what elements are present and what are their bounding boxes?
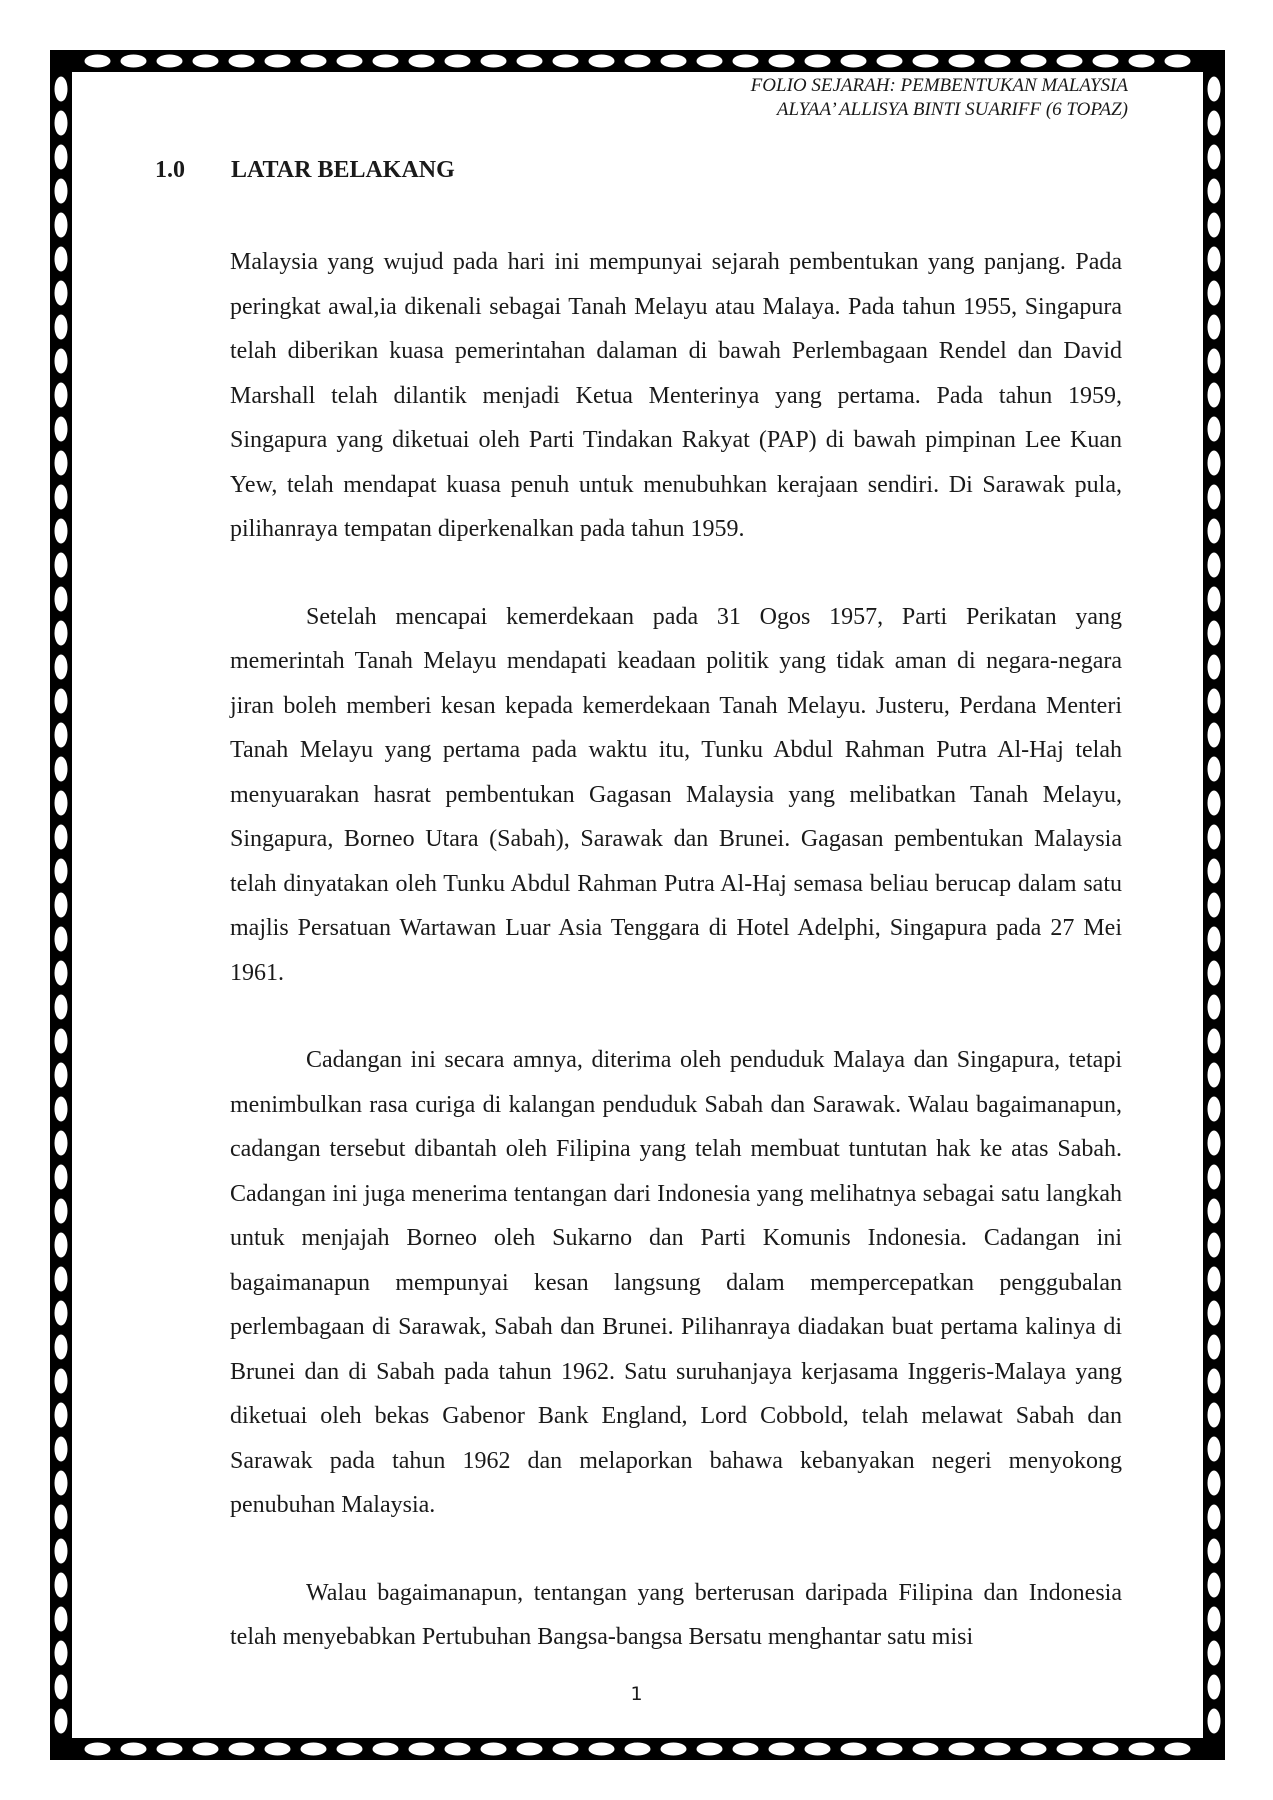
border-dot	[55, 349, 68, 374]
border-dot	[85, 1743, 111, 1756]
border-dot	[157, 1743, 183, 1756]
border-dot	[265, 55, 291, 68]
border-dot	[55, 1097, 68, 1122]
paragraph: Malaysia yang wujud pada hari ini mempunyai sejarah pembentukan yang panjang. Pada peringkat awal,ia dikenali sebagai Tanah Melayu atau Malaya. Pada tahun 1955, Singapura telah diberikan kuasa pemerintahan dalaman di bawah Perlembagaan Rendel dan David Marshall telah dilantik menjadi Ketua Menterinya yang pertama. Pada tahun 1959, Singapura yang diketuai oleh Parti Tindakan Rakyat (PAP) di bawah pimpinan Lee Kuan Yew, telah mendapat kuasa penuh untuk menubuhkan kerajaan sendiri. Di Sarawak pula, pilihanraya tempatan diperkenalkan pada tahun 1959.	[230, 249, 1122, 542]
border-dot	[985, 55, 1011, 68]
border-dot	[1208, 791, 1221, 816]
border-dot	[1208, 519, 1221, 544]
border-dot	[697, 55, 723, 68]
border-dot	[193, 1743, 219, 1756]
border-dot	[265, 1743, 291, 1756]
border-dot	[55, 791, 68, 816]
border-dot	[553, 1743, 579, 1756]
border-dot	[1093, 1743, 1119, 1756]
border-dot	[553, 55, 579, 68]
border-dot	[193, 55, 219, 68]
border-dot	[949, 1743, 975, 1756]
border-dot	[373, 1743, 399, 1756]
border-dot	[1208, 927, 1221, 952]
border-dot	[55, 485, 68, 510]
border-dot	[481, 1743, 507, 1756]
border-dot	[913, 1743, 939, 1756]
border-dot	[877, 55, 903, 68]
border-dot	[55, 1029, 68, 1054]
border-dot	[1129, 55, 1155, 68]
section-heading	[155, 155, 455, 185]
border-dot	[769, 55, 795, 68]
border-dot	[409, 55, 435, 68]
border-dot	[55, 1301, 68, 1326]
border-dot	[85, 55, 111, 68]
border-dot	[1093, 55, 1119, 68]
border-dot	[1021, 1743, 1047, 1756]
border-dot	[1208, 1573, 1221, 1598]
border-dot	[841, 55, 867, 68]
border-dot	[55, 281, 68, 306]
border-dot	[1208, 1165, 1221, 1190]
border-dot	[55, 893, 68, 918]
border-dot	[55, 1709, 68, 1734]
border-dot	[1208, 1709, 1221, 1734]
border-dot	[1208, 1471, 1221, 1496]
border-dot	[409, 1743, 435, 1756]
border-dot	[1208, 349, 1221, 374]
border-dot	[1208, 825, 1221, 850]
border-dot	[445, 1743, 471, 1756]
border-dot	[1208, 655, 1221, 680]
border-dot	[55, 995, 68, 1020]
border-dot	[697, 1743, 723, 1756]
border-dot	[1208, 315, 1221, 340]
border-dot	[55, 1573, 68, 1598]
border-dot	[949, 55, 975, 68]
paragraph: Setelah mencapai kemerdekaan pada 31 Ogos 1957, Parti Perikatan yang memerintah Tanah Melayu mendapati keadaan politik yang tidak aman di negara-negara jiran boleh memberi kesan kepada kemerdekaan Tanah Melayu. Justeru, Perdana Menteri Tanah Melayu yang pertama pada waktu itu, Tunku Abdul Rahman Putra Al-Haj telah menyuarakan hasrat pembentukan Gagasan Malaysia yang melibatkan Tanah Melayu, Singapura, Borneo Utara (Sabah), Sarawak dan Brunei. Gagasan pembentukan Malaysia telah dinyatakan oleh Tunku Abdul Rahman Putra Al-Haj semasa beliau berucap dalam satu majlis Persatuan Wartawan Luar Asia Tenggara di Hotel Adelphi, Singapura pada 27 Mei 1961.	[230, 603, 1122, 986]
border-dot	[55, 621, 68, 646]
border-dot	[1208, 145, 1221, 170]
border-dot	[1208, 1641, 1221, 1666]
border-dot	[733, 55, 759, 68]
border-dot	[1057, 1743, 1083, 1756]
border-dot	[1208, 1301, 1221, 1326]
border-dot	[55, 587, 68, 612]
border-dot	[55, 315, 68, 340]
border-dot	[1057, 55, 1083, 68]
border-dot	[157, 55, 183, 68]
border-dot	[55, 723, 68, 748]
border-dot	[229, 55, 255, 68]
section-number: 1.0	[155, 157, 185, 183]
border-dot	[121, 1743, 147, 1756]
border-dot	[55, 553, 68, 578]
border-dot	[1208, 417, 1221, 442]
border-dot	[1165, 55, 1191, 68]
border-dot	[1208, 1029, 1221, 1054]
border-dot	[55, 145, 68, 170]
section-title: LATAR BELAKANG	[231, 157, 455, 183]
border-dot	[1208, 587, 1221, 612]
border-dot	[877, 1743, 903, 1756]
border-dot	[55, 1471, 68, 1496]
border-dot	[55, 77, 68, 102]
border-dot	[1208, 893, 1221, 918]
border-dot	[985, 1743, 1011, 1756]
border-dot	[1208, 1607, 1221, 1632]
border-dot	[55, 655, 68, 680]
border-dot	[121, 55, 147, 68]
border-dot	[55, 1641, 68, 1666]
border-dot	[301, 1743, 327, 1756]
border-dot	[55, 961, 68, 986]
border-dot	[55, 927, 68, 952]
border-dot	[589, 1743, 615, 1756]
border-dot	[337, 55, 363, 68]
border-dot	[55, 1539, 68, 1564]
border-dot	[1208, 1233, 1221, 1258]
border-dot	[1165, 1743, 1191, 1756]
border-dot	[1208, 1403, 1221, 1428]
border-dot	[481, 55, 507, 68]
border-dot	[661, 55, 687, 68]
border-dot	[55, 1335, 68, 1360]
border-dot	[55, 825, 68, 850]
border-dot	[1208, 1335, 1221, 1360]
border-dot	[1208, 485, 1221, 510]
paragraph: Walau bagaimanapun, tentangan yang berterusan daripada Filipina dan Indonesia telah menyebabkan Pertubuhan Bangsa-bangsa Bersatu menghantar satu misi	[230, 1579, 1122, 1650]
border-dot	[55, 1199, 68, 1224]
border-dot	[1208, 995, 1221, 1020]
border-dot	[1208, 77, 1221, 102]
border-dot	[55, 519, 68, 544]
border-dot	[1208, 1199, 1221, 1224]
border-dot	[1208, 1539, 1221, 1564]
border-dot	[55, 111, 68, 136]
border-dot	[805, 1743, 831, 1756]
border-dot	[733, 1743, 759, 1756]
border-dot	[517, 1743, 543, 1756]
border-dot	[55, 451, 68, 476]
border-dot	[913, 55, 939, 68]
header-author: ALYAA’ ALLISYA BINTI SUARIFF (6 TOPAZ)	[776, 99, 1128, 120]
border-dot	[1208, 111, 1221, 136]
paragraph: Cadangan ini secara amnya, diterima oleh penduduk Malaya dan Singapura, tetapi menimbulkan rasa curiga di kalangan penduduk Sabah dan Sarawak. Walau bagaimanapun, cadangan tersebut dibantah oleh Filipina yang telah membuat tuntutan hak ke atas Sabah. Cadangan ini juga menerima tentangan dari Indonesia yang melihatnya sebagai satu langkah untuk menjajah Borneo oleh Sukarno dan Parti Komunis Indonesia. Cadangan ini bagaimanapun mempunyai kesan langsung dalam mempercepatkan penggubalan perlembagaan di Sarawak, Sabah dan Brunei. Pilihanraya diadakan buat pertama kalinya di Brunei dan di Sabah pada tahun 1962. Satu suruhanjaya kerjasama Inggeris-Malaya yang diketuai oleh bekas Gabenor Bank England, Lord Cobbold, telah melawat Sabah dan Sarawak pada tahun 1962 dan melaporkan bahawa kebanyakan negeri menyokong penubuhan Malaysia.	[230, 1047, 1122, 1518]
border-dot	[1208, 1437, 1221, 1462]
border-dot	[1208, 1267, 1221, 1292]
border-dot	[1208, 689, 1221, 714]
border-dot	[55, 1505, 68, 1530]
border-dot	[1208, 859, 1221, 884]
border-dot	[661, 1743, 687, 1756]
border-dot	[55, 179, 68, 204]
border-dot	[1208, 281, 1221, 306]
border-dot	[55, 1403, 68, 1428]
border-dot	[55, 247, 68, 272]
border-dot	[1208, 213, 1221, 238]
header-folio-title: FOLIO SEJARAH: PEMBENTUKAN MALAYSIA	[750, 75, 1128, 96]
border-dot	[1208, 723, 1221, 748]
border-dot	[229, 1743, 255, 1756]
border-dot	[55, 859, 68, 884]
border-dot	[1208, 383, 1221, 408]
border-dot	[1208, 757, 1221, 782]
border-dot	[769, 1743, 795, 1756]
border-dot	[589, 55, 615, 68]
border-dot	[55, 1233, 68, 1258]
border-dot	[55, 1131, 68, 1156]
border-dot	[445, 55, 471, 68]
border-dot	[337, 1743, 363, 1756]
border-dot	[1208, 179, 1221, 204]
border-dot	[55, 213, 68, 238]
border-dot	[1208, 553, 1221, 578]
border-dot	[55, 383, 68, 408]
border-dot	[55, 757, 68, 782]
border-dot	[55, 417, 68, 442]
border-dot	[805, 55, 831, 68]
border-dot	[55, 1063, 68, 1088]
border-dot	[1021, 55, 1047, 68]
document-header	[751, 74, 1128, 122]
border-dot	[1208, 621, 1221, 646]
border-dot	[625, 1743, 651, 1756]
border-dot	[1208, 1505, 1221, 1530]
border-dot	[517, 55, 543, 68]
border-dot	[55, 1267, 68, 1292]
border-dot	[1208, 1063, 1221, 1088]
border-dot	[55, 1607, 68, 1632]
border-dot	[55, 1165, 68, 1190]
border-dot	[625, 55, 651, 68]
border-dot	[55, 1369, 68, 1394]
document-body	[230, 240, 1122, 1703]
border-dot	[841, 1743, 867, 1756]
border-dot	[373, 55, 399, 68]
border-dot	[1208, 451, 1221, 476]
border-dot	[1208, 1369, 1221, 1394]
border-dot	[1208, 1131, 1221, 1156]
border-dot	[301, 55, 327, 68]
border-dot	[1208, 1097, 1221, 1122]
border-dot	[55, 689, 68, 714]
border-dot	[55, 1437, 68, 1462]
border-dot	[1208, 961, 1221, 986]
border-dot	[1208, 247, 1221, 272]
page-number: 1	[630, 1683, 643, 1705]
border-dot	[1129, 1743, 1155, 1756]
